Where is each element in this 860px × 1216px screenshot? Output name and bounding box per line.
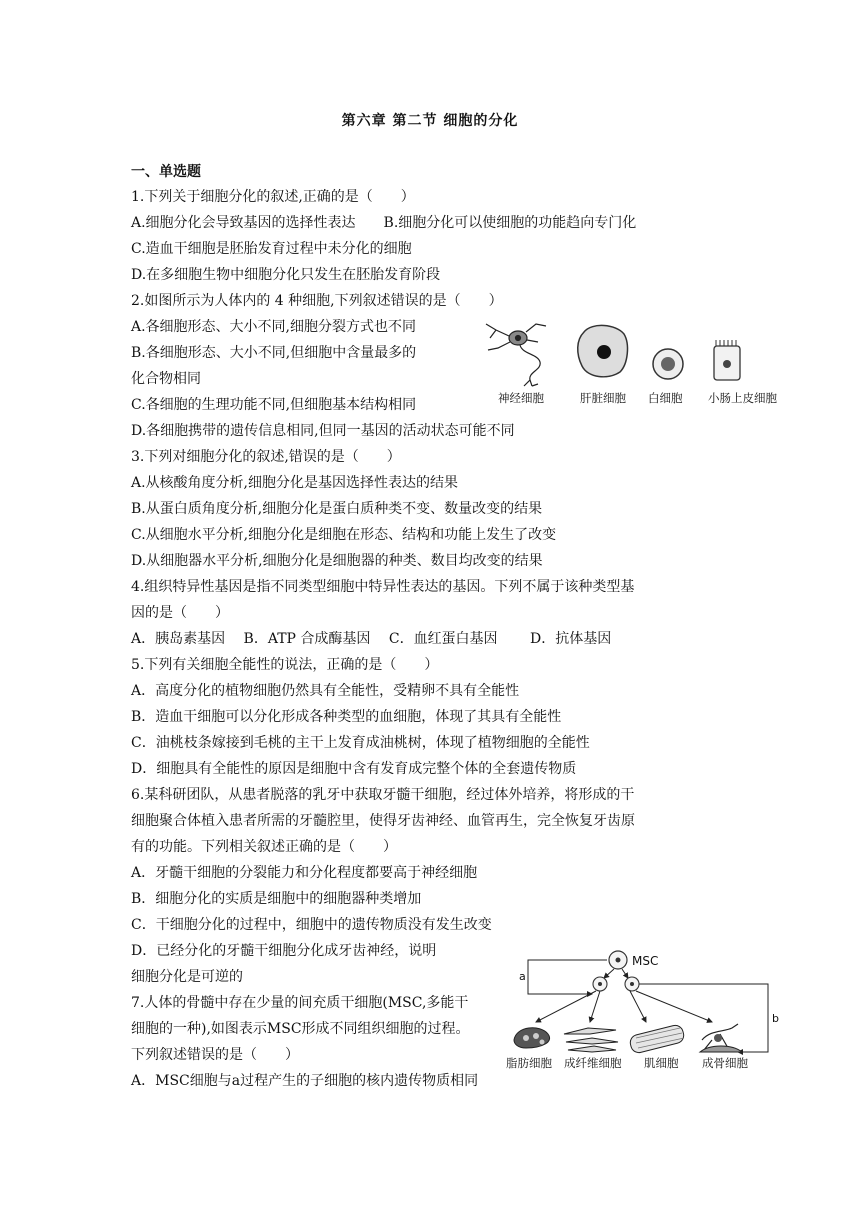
daughter-cell-icon	[625, 977, 639, 991]
text-line: C．油桃枝条嫁接到毛桃的主干上发育成油桃树，体现了植物细胞的全能性	[131, 735, 590, 751]
osteoblast-icon	[700, 1024, 742, 1052]
intestinal-epithelial-cell-icon	[714, 340, 740, 380]
text-line: C．干细胞分化的过程中，细胞中的遗传物质没有发生改变	[131, 917, 492, 933]
cell-types-illustration	[476, 318, 776, 388]
text-line: B.各细胞形态、大小不同,但细胞中含量最多的	[131, 345, 417, 361]
text-line: A.各细胞形态、大小不同,细胞分裂方式也不同	[131, 319, 417, 335]
figure-label: 脂肪细胞	[506, 1056, 552, 1070]
text-line: 2.如图所示为人体内的 4 种细胞,下列叙述错误的是（ ）	[131, 293, 503, 309]
msc-label: MSC	[632, 954, 659, 968]
page-title: 第六章 第二节 细胞的分化	[341, 113, 519, 129]
text-line: 化合物相同	[131, 371, 201, 387]
white-blood-cell-icon	[653, 349, 683, 379]
msc-differentiation-figure	[506, 944, 796, 1074]
text-line: 5.下列有关细胞全能性的说法，正确的是（ ）	[131, 657, 439, 673]
neuron-icon	[486, 324, 546, 386]
text-line: D．细胞具有全能性的原因是细胞中含有发育成完整个体的全套遗传物质	[131, 761, 577, 777]
daughter-cell-icon	[593, 977, 607, 991]
section-heading: 一、单选题	[131, 164, 201, 180]
text-line: 细胞聚合体植入患者所需的牙髓腔里，使得牙齿神经、血管再生，完全恢复牙齿原	[131, 813, 635, 829]
text-line: C.造血干细胞是胚胎发育过程中未分化的细胞	[131, 241, 412, 257]
text-line: 因的是（ ）	[131, 605, 229, 621]
text-line: 3.下列对细胞分化的叙述,错误的是（ ）	[131, 449, 401, 465]
text-line: A．胰岛素基因 B．ATP 合成酶基因 C．血红蛋白基因 D．抗体基因	[131, 631, 612, 647]
cell-types-figure	[476, 318, 776, 410]
text-line: A.细胞分化会导致基因的选择性表达 B.细胞分化可以使细胞的功能趋向专门化	[131, 215, 637, 231]
text-line: 细胞分化是可逆的	[131, 969, 243, 985]
text-line: A．MSC细胞与a过程产生的子细胞的核内遗传物质相同	[131, 1073, 479, 1089]
figure-label: 神经细胞	[498, 391, 544, 405]
text-line: C.从细胞水平分析,细胞分化是细胞在形态、结构和功能上发生了改变	[131, 527, 557, 543]
text-line: 下列叙述错误的是（ ）	[131, 1047, 299, 1063]
figure-label: 成骨细胞	[702, 1056, 748, 1070]
text-line: B．造血干细胞可以分化形成各种类型的血细胞，体现了其具有全能性	[131, 709, 562, 725]
figure-label: 成纤维细胞	[564, 1056, 622, 1070]
figure-label: 白细胞	[648, 391, 683, 405]
figure-label: 肝脏细胞	[580, 391, 626, 405]
text-line: 4.组织特异性基因是指不同类型细胞中特异性表达的基因。下列不属于该种类型基	[131, 579, 635, 595]
text-line: A．牙髓干细胞的分裂能力和分化程度都要高于神经细胞	[131, 865, 478, 881]
liver-cell-icon	[578, 325, 628, 376]
text-line: D.从细胞器水平分析,细胞分化是细胞器的种类、数目均改变的结果	[131, 553, 543, 569]
arrow-a-label: a	[519, 970, 526, 983]
text-line: A.从核酸角度分析,细胞分化是基因选择性表达的结果	[131, 475, 459, 491]
figure-label: 小肠上皮细胞	[708, 391, 777, 405]
msc-cell-icon	[609, 951, 627, 969]
fibroblast-icon	[564, 1028, 618, 1052]
text-line: B．细胞分化的实质是细胞中的细胞器种类增加	[131, 891, 422, 907]
arrow-b-label: b	[772, 1012, 779, 1025]
text-line: D.各细胞携带的遗传信息相同,但同一基因的活动状态可能不同	[131, 423, 515, 439]
text-line: 1.下列关于细胞分化的叙述,正确的是（ ）	[131, 189, 415, 205]
text-line: D．已经分化的牙髓干细胞分化成牙齿神经，说明	[131, 943, 437, 959]
text-line: C.各细胞的生理功能不同,但细胞基本结构相同	[131, 397, 417, 413]
text-line: A．高度分化的植物细胞仍然具有全能性，受精卵不具有全能性	[131, 683, 520, 699]
text-line: D.在多细胞生物中细胞分化只发生在胚胎发育阶段	[131, 267, 441, 283]
text-line: B.从蛋白质角度分析,细胞分化是蛋白质种类不变、数量改变的结果	[131, 501, 543, 517]
adipocyte-icon	[514, 1028, 550, 1048]
text-line: 6.某科研团队，从患者脱落的乳牙中获取牙髓干细胞，经过体外培养，将形成的干	[131, 787, 635, 803]
text-line: 7.人体的骨髓中存在少量的间充质干细胞(MSC,多能干	[131, 995, 469, 1011]
figure-label: 肌细胞	[644, 1056, 679, 1070]
muscle-fiber-icon	[629, 1024, 686, 1055]
text-line: 细胞的一种),如图表示MSC形成不同组织细胞的过程。	[131, 1021, 470, 1037]
text-line: 有的功能。下列相关叙述正确的是（ ）	[131, 839, 397, 855]
